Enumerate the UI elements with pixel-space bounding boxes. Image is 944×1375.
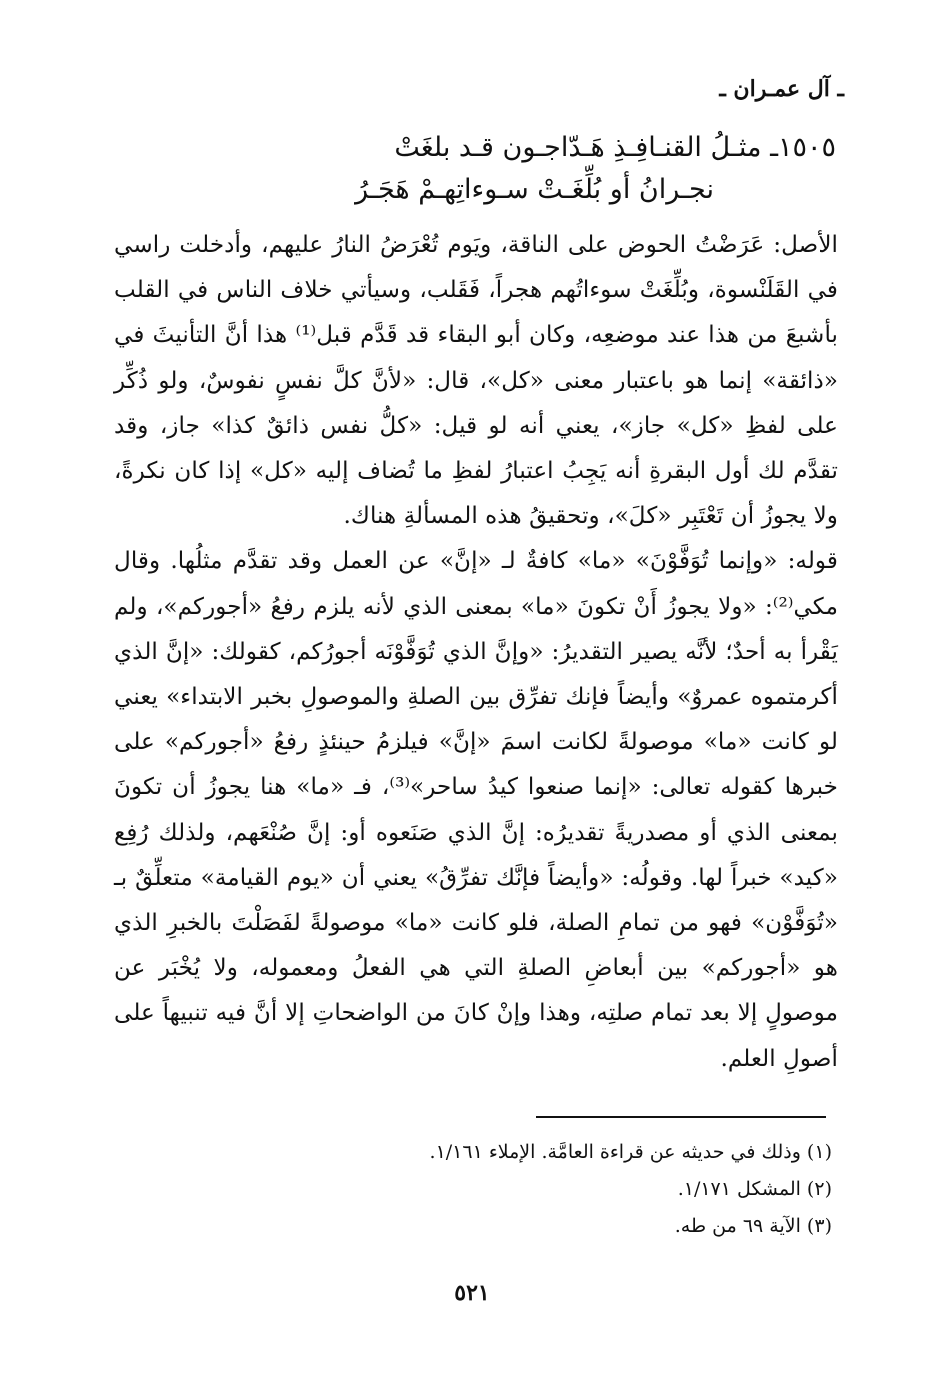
page-number: ٥٢١: [454, 1280, 490, 1306]
footnote-separator: [536, 1116, 826, 1118]
footnote-2: (٢) المشكل ١/١٧١.: [677, 1178, 832, 1200]
footnotes: [132, 1134, 832, 1245]
paragraph-1: الأصل: عَرَضْتُ الحوض على الناقة، ويَوم تُعْرَضُ النارُ عليهم، وأدخلت راسي في القَلَنْسوة، وبُلِّغَتْ سوءاتُهم هجراً، فَقَلب، وسيأتي خلاف الناس في القلب بأشبعَ من هذا عند موضعِه، وكان أبو البقاء قد قَدَّم قبل⁽¹⁾ هذا أنَّ التأنيثَ في «ذائقة» إنما هو باعتبار معنى «كل»، قال: «لأنَّ كلَّ نفسٍ نفوسٌ، ولو ذُكِّر على لفظِ «كل» جاز»، يعني أنه لو قيل: «كلُّ نفس ذائقٌ كذا» جاز، وقد تقدَّم لك أول البقرةِ أنه يَجِبُ اعتبارُ لفظِ ما تُضاف إليه «كل» إذا كان نكرةً، ولا يجوزُ أن تَعْتَبِر «كلَ»، وتحقيقُ هذه المسألةِ هناك.: [114, 231, 838, 530]
verse-line-1: ١٥٠٥ـ مثـلُ القنـافِـذِ هَـدّاجـون قـد بلغَتْ: [394, 132, 836, 163]
running-header: ـ آل عمـران ـ: [719, 76, 844, 102]
commentary-body: [114, 222, 838, 1081]
footnote-1: (١) وذلك في حديثه عن قراءة العامَّة. الإملاء ١/١٦١.: [429, 1141, 832, 1163]
footnote-3: (٣) الآية ٦٩ من طه.: [674, 1215, 832, 1237]
verse-line-2: نجـرانُ أو بُلِّغَـتْ سـوءاتِهـمْ هَجَـرُ: [355, 174, 714, 205]
paragraph-2: قوله: «وإنما تُوَفَّوْنَ» «ما» كافةٌ لـ «إنَّ» عن العمل وقد تقدَّم مثلُها. وقال مكي⁽²⁾: «ولا يجوزُ أَنْ تكونَ «ما» بمعنى الذي لأنه يلزم رفعُ «أجوركم»، ولم يَقْرأ به أحدٌ؛ لأنَّه يصير التقديرُ: «وإنَّ الذي تُوَفَّوْنَه أجورُكم، كقولك: «إنَّ الذي أكرمتموه عمروٌ» وأيضاً فإنك تفرِّق بين الصلةِ والموصولِ بخبر الابتداء» يعني لو كانت «ما» موصولةً لكانت اسمَ «إنَّ» فيلزمُ حينئذٍ رفعُ «أجوركم» على خبرها كقوله تعالى: «إنما صنعوا كيدُ ساحر»⁽³⁾، فـ «ما» هنا يجوزُ أن تكونَ بمعنى الذي أو مصدريةً تقديرُه: إنَّ الذي صَنَعوه أو: إنَّ صُنْعَهم، ولذلك رُفِع «كيد» خبراً لها. وقولُه: «وأيضاً فإنَّك تفرِّقُ» يعني أن «يوم القيامة» متعلِّقٌ بـ «تُوَفَّوْن» فهو من تمامِ الصلة، فلو كانت «ما» موصولةً لفَصَلْتَ بالخبرِ الذي هو «أجوركم» بين أبعاضِ الصلةِ التي هي الفعلُ ومعموله، ولا يُخْبَر عن موصولٍ إلا بعد تمام صلتِه، وهذا وإنْ كانَ من الواضحاتِ إلا أنَّ فيه تنبيهاً على أصولِ العلم.: [114, 547, 838, 1072]
